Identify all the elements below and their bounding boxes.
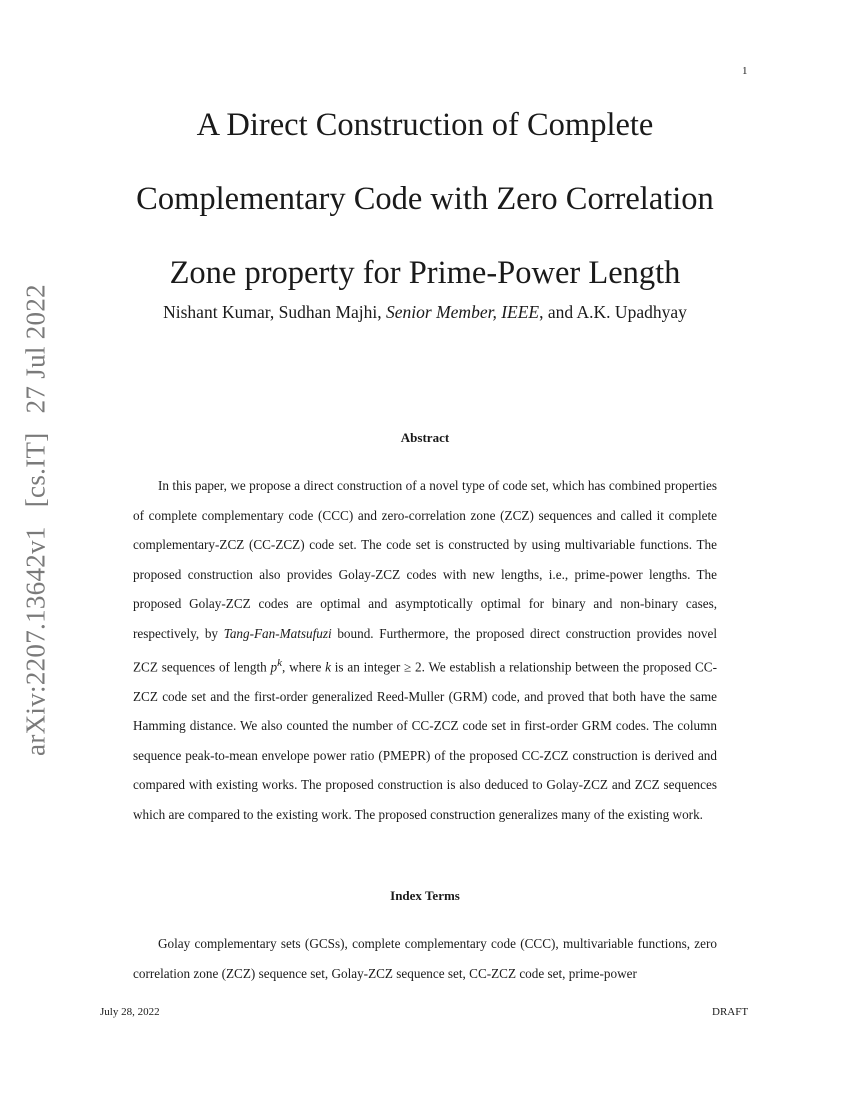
bound-name: Tang-Fan-Matsufuzi bbox=[223, 625, 332, 641]
authors-part2: , and A.K. Upadhyay bbox=[539, 302, 687, 322]
arxiv-stamp bbox=[21, 278, 52, 762]
math-k: k bbox=[325, 658, 331, 674]
author-list bbox=[100, 302, 750, 323]
authors-part1: Nishant Kumar, Sudhan Majhi, bbox=[163, 302, 387, 322]
abstract-heading: Abstract bbox=[400, 430, 450, 445]
footer-date: July 28, 2022 bbox=[100, 1006, 160, 1018]
arxiv-category: [cs.IT] bbox=[20, 432, 51, 508]
abstract-text: bound. Furthermore, the proposed direct construction provides novel ZCZ sequences of length bbox=[133, 625, 717, 674]
index-terms-heading: Index Terms bbox=[390, 888, 460, 903]
title-line: Zone property for Prime-Power Length bbox=[169, 255, 681, 291]
math-k-superscript: k bbox=[277, 656, 282, 669]
title-line: Complementary Code with Zero Correlation bbox=[136, 181, 714, 217]
arxiv-id: arXiv:2207.13642v1 bbox=[20, 526, 51, 756]
page-number: 1 bbox=[742, 65, 748, 77]
index-terms-body: Golay complementary sets (GCSs), complete complementary code (CCC), multivariable functions, zero correlation zone (ZCZ) sequence set, Golay-ZCZ sequence set, CC-ZCZ code set, prime-power bbox=[133, 936, 717, 981]
footer-draft-label: DRAFT bbox=[712, 1006, 749, 1018]
title-line: A Direct Construction of Complete bbox=[196, 107, 654, 143]
math-p: p bbox=[270, 658, 278, 674]
author-role: Senior Member, IEEE bbox=[386, 302, 540, 322]
paper-title bbox=[100, 88, 750, 310]
abstract-text: , where bbox=[282, 658, 326, 674]
abstract-text: In this paper, we propose a direct construction of a novel type of code set, which has combined properties of complete complementary code (CCC) and zero-correlation zone (ZCZ) sequences and called it complete complementary-ZCZ (CC-ZCZ) code set. The code set is constructed by using multivariable functions. The proposed construction also provides Golay-ZCZ codes with new lengths, i.e., prime-power lengths. The proposed Golay-ZCZ codes are optimal and asymptotically optimal for binary and non-binary cases, respectively, by bbox=[133, 478, 717, 641]
arxiv-date: 27 Jul 2022 bbox=[20, 284, 51, 414]
abstract-body bbox=[133, 471, 717, 830]
abstract-text: is an integer ≥ 2. We establish a relationship between the proposed CC-ZCZ code set and the first-order generalized Reed-Muller (GRM) code, and proved that both have the same Hamming distance. We also counted the number of CC-ZCZ code set in first-order GRM codes. The column sequence peak-to-mean envelope power ratio (PMEPR) of the proposed CC-ZCZ construction is derived and compared with existing works. The proposed construction is also deduced to Golay-ZCZ and ZCZ sequences which are compared to the existing work. The proposed construction generalizes many of the existing work. bbox=[133, 658, 717, 822]
